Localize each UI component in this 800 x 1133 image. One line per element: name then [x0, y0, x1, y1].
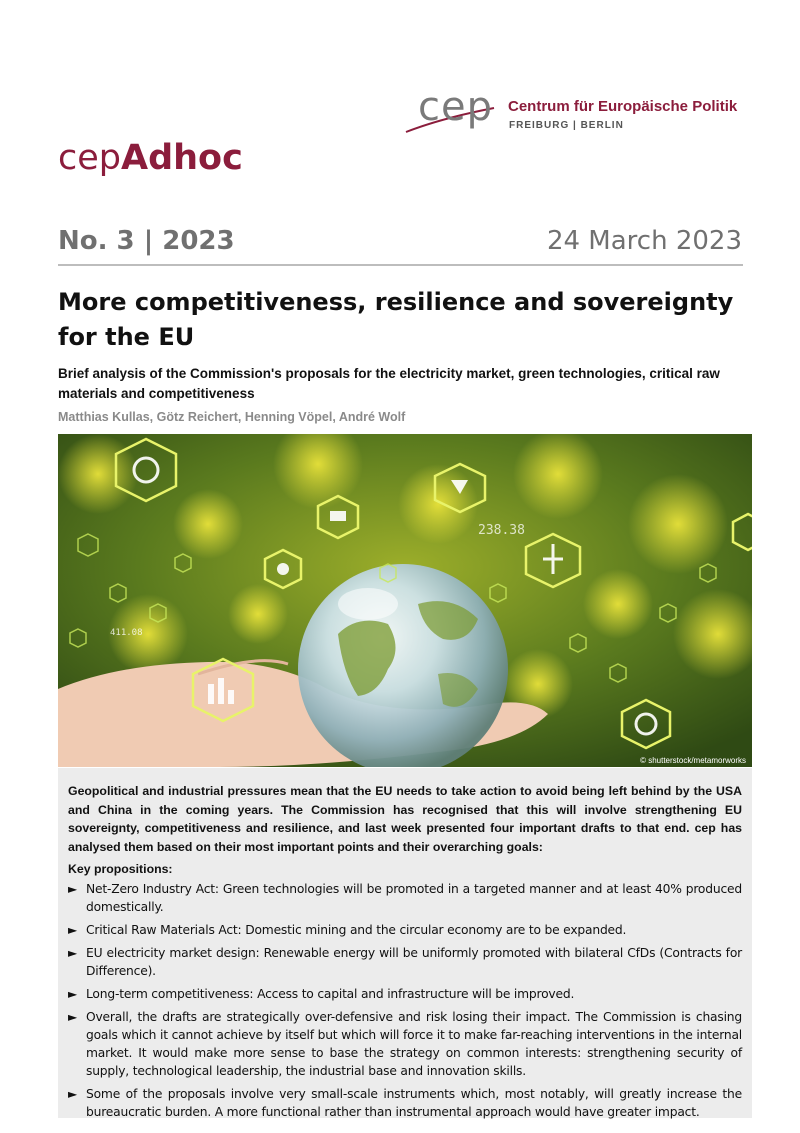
key-propositions-list	[68, 880, 742, 1121]
list-item: ► Critical Raw Materials Act: Domestic mining and the circular economy are to be expanded.	[68, 923, 627, 937]
brand-suffix: Adhoc	[121, 138, 243, 178]
list-item: ► Overall, the drafts are strategically over-defensive and risk losing their impact. The Commission is chasing goals which it cannot achieve by itself but which will force it to make far-reaching interventions in the internal market. It would make more sense to base the strategy on common interests: strengthening security of supply, technological leadership, the industrial base and innovation skills.	[68, 1010, 742, 1078]
bullet-arrow-icon: ►	[68, 946, 78, 960]
brand-prefix: cep	[58, 138, 121, 178]
list-item: ► Net-Zero Industry Act: Green technologies will be promoted in a targeted manner and at least 40% produced domestically.	[68, 882, 742, 914]
issue-number: No. 3 | 2023	[58, 226, 235, 256]
summary-intro: Geopolitical and industrial pressures mean that the EU needs to take action to avoid being left behind by the USA and China in the coming years. The Commission has recognised that this will involve strengthening EU sovereignty, competitiveness and resilience, and last week presented four important drafts to that end. cep has analysed them based on their most important points and their overarching goals:	[68, 784, 742, 854]
logo-locations: FREIBURG | BERLIN	[509, 120, 624, 131]
header-divider	[58, 264, 743, 266]
bullet-arrow-icon: ►	[68, 1087, 78, 1101]
cover-illustration	[58, 434, 752, 767]
bullet-arrow-icon: ►	[68, 923, 78, 937]
bullet-arrow-icon: ►	[68, 987, 78, 1001]
image-credit: © shutterstock/metamorworks	[640, 756, 746, 765]
page-subtitle: Brief analysis of the Commission's proposals for the electricity market, green technologies, critical raw materials and competitiveness	[58, 366, 720, 401]
summary-box	[58, 768, 752, 1118]
logo-mark: cep	[418, 84, 493, 130]
list-item: ► Long-term competitiveness: Access to capital and infrastructure will be improved.	[68, 987, 575, 1001]
bullet-arrow-icon: ►	[68, 1010, 78, 1024]
logo-name: Centrum für Europäische Politik	[508, 98, 738, 115]
overlay-number-1: 238.38	[478, 523, 525, 538]
publication-brand	[58, 138, 243, 178]
list-item: ► EU electricity market design: Renewable energy will be uniformly promoted with bilateral CfDs (Contracts for Difference).	[68, 946, 742, 978]
cover-image	[58, 434, 752, 767]
key-propositions-heading: Key propositions:	[68, 862, 173, 876]
bullet-arrow-icon: ►	[68, 882, 78, 896]
authors: Matthias Kullas, Götz Reichert, Henning Vöpel, André Wolf	[58, 410, 406, 424]
page-title: More competitiveness, resilience and sovereignty for the EU	[58, 288, 734, 351]
list-item: ► Some of the proposals involve very small-scale instruments which, most notably, will greatly increase the bureaucratic burden. A more functional rather than instrumental approach would have greater impact.	[68, 1087, 742, 1119]
publication-date: 24 March 2023	[546, 226, 742, 256]
overlay-number-2: 411.08	[110, 628, 143, 638]
